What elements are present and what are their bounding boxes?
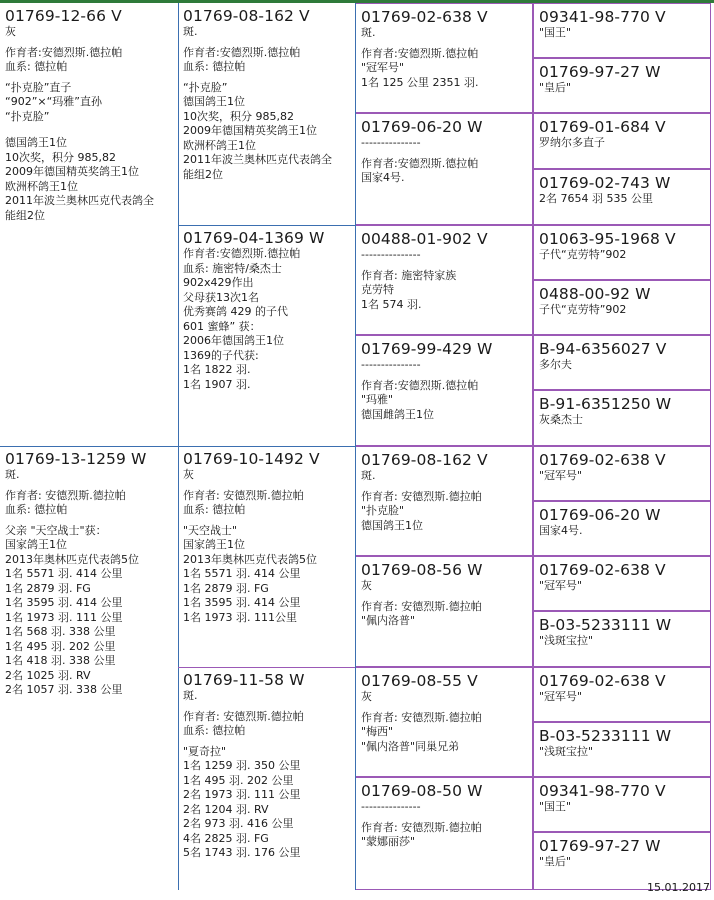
info-line: 优秀赛鸽 429 的子代 xyxy=(183,305,288,318)
divider xyxy=(178,225,355,226)
bird-card xyxy=(355,3,533,113)
info-line: 血系: 德拉帕 xyxy=(183,503,246,516)
info-line: 1名 495 羽. 202 公里 xyxy=(5,639,116,653)
info-line: “扑克脸” xyxy=(5,109,50,123)
info-line: "冠军号" xyxy=(361,61,405,74)
bird-card xyxy=(533,446,711,501)
info-line: 1名 1907 羽. xyxy=(183,377,251,391)
info-line: 1369的子代获: xyxy=(183,348,259,362)
bird-card xyxy=(533,722,711,777)
bird-card xyxy=(355,113,533,225)
info-line: 1名 568 羽. 338 公里 xyxy=(5,625,116,638)
info-line: 2名 1973 羽. 111 公里 xyxy=(183,788,301,801)
bird-card xyxy=(0,3,178,446)
info-line: 灰 xyxy=(361,690,372,703)
info-line: --------------- xyxy=(361,136,421,149)
ring-number: 01769-13-1259 W xyxy=(5,450,147,468)
info-line: 1名 1259 羽. 350 公里 xyxy=(183,759,301,772)
info-line: "夏奇拉" xyxy=(183,744,227,758)
info-line: 国家4号. xyxy=(539,524,583,537)
info-line: 欧洲杯鸽王1位 xyxy=(183,138,256,152)
info-line: 2009年德国精英奖鸽王1位 xyxy=(5,165,139,178)
bird-card xyxy=(533,611,711,667)
info-line: --------------- xyxy=(361,358,421,371)
ring-number: B-91-6351250 W xyxy=(539,395,672,413)
info-line: 能组2位 xyxy=(5,208,45,222)
info-line: 克劳特 xyxy=(361,283,394,296)
bird-card xyxy=(533,169,711,225)
bird-card xyxy=(533,390,711,446)
ring-number: 01769-01-684 V xyxy=(539,118,666,136)
info-line: 作育者: 施密特家族 xyxy=(361,268,457,282)
ring-number: 01769-02-638 V xyxy=(539,672,666,690)
bird-card xyxy=(533,280,711,335)
info-line: 2名 7654 羽 535 公里 xyxy=(539,192,653,205)
ring-number: 01769-11-58 W xyxy=(183,671,305,689)
info-line: "浅斑宝拉" xyxy=(539,634,594,647)
bird-card xyxy=(533,501,711,556)
info-line: 2006年德国鸽王1位 xyxy=(183,334,284,347)
info-line: 德国雌鸽王1位 xyxy=(361,407,434,421)
bird-card xyxy=(178,446,355,667)
info-line: 斑. xyxy=(183,689,198,702)
info-line: 欧洲杯鸽王1位 xyxy=(5,179,78,193)
info-line: 能组2位 xyxy=(183,167,223,181)
ring-number: 09341-98-770 V xyxy=(539,8,666,26)
bird-card xyxy=(355,556,533,667)
info-line: 国家鸽王1位 xyxy=(183,538,245,551)
info-line: 德国鸽王1位 xyxy=(5,136,67,149)
divider xyxy=(0,446,178,447)
info-line: 2名 1204 羽. RV xyxy=(183,802,269,816)
info-line: "国王" xyxy=(539,26,572,39)
bird-card xyxy=(0,446,178,890)
info-line: 灰 xyxy=(5,25,16,38)
bird-card xyxy=(178,225,355,446)
ring-number: 01769-02-743 W xyxy=(539,174,671,192)
info-line: 1名 495 羽. 202 公里 xyxy=(183,773,294,787)
info-line: 血系: 德拉帕 xyxy=(183,60,246,73)
divider xyxy=(355,3,356,890)
info-line: "扑克脸" xyxy=(361,504,405,517)
info-line: 2013年奥林匹克代表鸽5位 xyxy=(5,552,139,566)
info-line: 德国鸽王1位 xyxy=(361,518,423,532)
info-line: --------------- xyxy=(361,800,421,813)
info-line: 斑. xyxy=(5,468,20,481)
ring-number: 01769-99-429 W xyxy=(361,340,493,358)
ring-number: 01769-08-50 W xyxy=(361,782,483,800)
info-line: "国王" xyxy=(539,800,572,813)
info-line: 2011年波兰奥林匹克代表鸽全 xyxy=(183,153,332,166)
ring-number: 01769-06-20 W xyxy=(539,506,661,524)
info-line: 斑. xyxy=(361,26,376,39)
info-line: 1名 5571 羽. 414 公里 xyxy=(5,567,123,580)
info-line: “扑克脸”直子 xyxy=(5,80,72,94)
info-line: 子代“克劳特”902 xyxy=(539,248,627,261)
bird-card xyxy=(533,335,711,390)
bird-card xyxy=(355,777,533,890)
info-line: 2011年波兰奥林匹克代表鸽全 xyxy=(5,194,154,207)
ring-number: 01769-08-162 V xyxy=(361,451,488,469)
info-line: 作育者:安德烈斯.德拉帕 xyxy=(183,45,301,59)
ring-number: 01063-95-1968 V xyxy=(539,230,676,248)
info-line: 国家4号. xyxy=(361,171,405,184)
info-line: 罗纳尔多直子 xyxy=(539,136,605,149)
info-line: 作育者: 安德烈斯.德拉帕 xyxy=(361,710,482,724)
info-line: 父母获13次1名 xyxy=(183,290,259,304)
ring-number: 01769-08-162 V xyxy=(183,7,310,25)
info-line: 10次奖，积分 985,82 xyxy=(5,150,116,164)
info-line: --------------- xyxy=(361,248,421,261)
info-line: "皇后" xyxy=(539,855,572,868)
bird-card xyxy=(355,335,533,446)
info-line: 5名 1743 羽. 176 公里 xyxy=(183,846,301,859)
print-date: 15.01.2017 xyxy=(647,881,710,894)
info-line: 1名 574 羽. xyxy=(361,297,422,311)
info-line: 1名 418 羽. 338 公里 xyxy=(5,654,116,667)
ring-number: 01769-08-55 V xyxy=(361,672,478,690)
info-line: "冠军号" xyxy=(539,690,583,703)
info-line: 2013年奥林匹克代表鸽5位 xyxy=(183,552,317,566)
bird-card xyxy=(178,3,355,225)
ring-number: 01769-04-1369 W xyxy=(183,229,325,247)
info-line: 2名 973 羽. 416 公里 xyxy=(183,817,294,830)
info-line: "浅斑宝拉" xyxy=(539,745,594,758)
info-line: "梅西" xyxy=(361,725,394,738)
info-line: 2名 1025 羽. RV xyxy=(5,668,91,682)
info-line: 2名 1057 羽. 338 公里 xyxy=(5,683,123,696)
info-line: 1名 5571 羽. 414 公里 xyxy=(183,567,301,580)
info-line: 血系: 德拉帕 xyxy=(5,60,68,73)
bird-card xyxy=(355,446,533,556)
info-line: 作育者:安德烈斯.德拉帕 xyxy=(5,45,123,59)
bird-card xyxy=(533,777,711,832)
info-line: 灰 xyxy=(361,579,372,592)
info-line: "皇后" xyxy=(539,81,572,94)
info-line: 1名 2879 羽. FG xyxy=(5,581,91,595)
divider xyxy=(178,667,355,668)
ring-number: 01769-12-66 V xyxy=(5,7,122,25)
bird-card xyxy=(355,667,533,777)
info-line: 作育者: 安德烈斯.德拉帕 xyxy=(5,488,126,502)
info-line: 902x429作出 xyxy=(183,276,254,289)
info-line: “扑克脸” xyxy=(183,80,228,94)
info-line: 血系: 德拉帕 xyxy=(183,724,246,737)
bird-card xyxy=(533,667,711,722)
ring-number: B-03-5233111 W xyxy=(539,616,672,634)
info-line: 斑. xyxy=(361,469,376,482)
info-line: 1名 1973 羽. 111公里 xyxy=(183,610,297,624)
info-line: 作育者:安德烈斯.德拉帕 xyxy=(361,378,479,392)
info-line: 1名 125 公里 2351 羽. xyxy=(361,75,479,89)
ring-number: 01769-97-27 W xyxy=(539,837,661,855)
info-line: 斑. xyxy=(183,25,198,38)
info-line: 1名 2879 羽. FG xyxy=(183,581,269,595)
info-line: 601 蜜蜂” 获： xyxy=(183,319,261,333)
info-line: 德国鸽王1位 xyxy=(183,95,245,108)
ring-number: 01769-06-20 W xyxy=(361,118,483,136)
bird-card xyxy=(533,58,711,113)
bird-card xyxy=(533,225,711,280)
ring-number: 01769-97-27 W xyxy=(539,63,661,81)
info-line: 作育者: 安德烈斯.德拉帕 xyxy=(361,599,482,613)
ring-number: 01769-08-56 W xyxy=(361,561,483,579)
bird-card xyxy=(533,3,711,58)
info-line: 10次奖，积分 985,82 xyxy=(183,109,294,123)
ring-number: 01769-02-638 V xyxy=(361,8,488,26)
ring-number: 01769-02-638 V xyxy=(539,451,666,469)
info-line: "蒙娜丽莎" xyxy=(361,835,416,848)
ring-number: 09341-98-770 V xyxy=(539,782,666,800)
divider xyxy=(178,446,355,447)
info-line: 作育者:安德烈斯.德拉帕 xyxy=(183,247,301,260)
ring-number: B-03-5233111 W xyxy=(539,727,672,745)
info-line: 多尔夫 xyxy=(539,358,572,371)
ring-number: B-94-6356027 V xyxy=(539,340,667,358)
info-line: 1名 3595 羽. 414 公里 xyxy=(183,596,301,609)
info-line: 作育者:安德烈斯.德拉帕 xyxy=(361,156,479,170)
info-line: 1名 3595 羽. 414 公里 xyxy=(5,596,123,609)
ring-number: 0488-00-92 W xyxy=(539,285,651,303)
info-line: 作育者:安德烈斯.德拉帕 xyxy=(361,46,479,60)
info-line: 灰 xyxy=(183,468,194,481)
bird-card xyxy=(178,667,355,890)
ring-number: 01769-02-638 V xyxy=(539,561,666,579)
info-line: 作育者: 安德烈斯.德拉帕 xyxy=(361,820,482,834)
info-line: 血系: 德拉帕 xyxy=(5,503,68,516)
info-line: 灰桑杰士 xyxy=(539,413,583,426)
info-line: 国家鸽王1位 xyxy=(5,538,67,551)
info-line: “902”×“玛雅”直孙 xyxy=(5,95,103,108)
ring-number: 00488-01-902 V xyxy=(361,230,488,248)
bird-card xyxy=(355,225,533,335)
info-line: 2009年德国精英奖鸽王1位 xyxy=(183,124,317,137)
bird-card xyxy=(533,113,711,169)
info-line: 4名 2825 羽. FG xyxy=(183,831,269,845)
info-line: 子代“克劳特”902 xyxy=(539,303,627,316)
info-line: "冠军号" xyxy=(539,469,583,482)
info-line: 作育者: 安德烈斯.德拉帕 xyxy=(361,489,482,503)
info-line: "冠军号" xyxy=(539,579,583,592)
info-line: 1名 1973 羽. 111 公里 xyxy=(5,610,123,624)
info-line: 作育者: 安德烈斯.德拉帕 xyxy=(183,709,304,723)
info-line: "佩内洛普" xyxy=(361,614,416,627)
bird-card xyxy=(533,556,711,611)
info-line: "玛雅" xyxy=(361,393,394,406)
info-line: 父亲 "天空战士"获： xyxy=(5,523,107,537)
info-line: 1名 1822 羽. xyxy=(183,363,251,376)
info-line: 作育者: 安德烈斯.德拉帕 xyxy=(183,488,304,502)
info-line: 血系: 施密特/桑杰士 xyxy=(183,261,282,275)
ring-number: 01769-10-1492 V xyxy=(183,450,320,468)
info-line: "天空战士" xyxy=(183,523,238,537)
info-line: "佩内洛普"同巢兄弟 xyxy=(361,739,460,753)
